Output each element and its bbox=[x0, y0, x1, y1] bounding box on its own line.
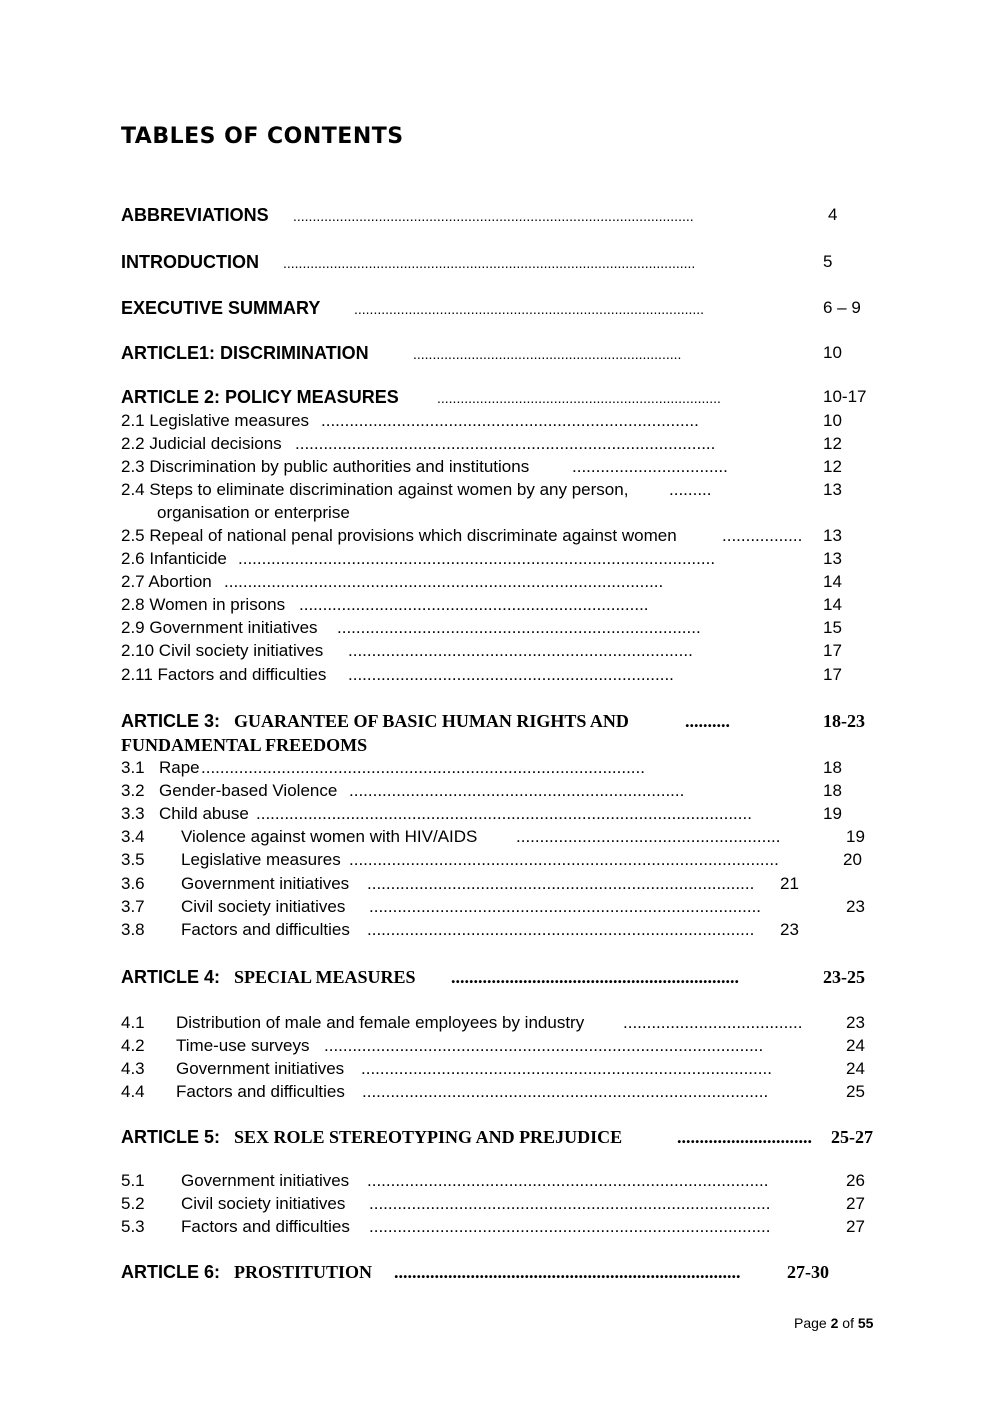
toc-page-number: 20 bbox=[843, 850, 862, 869]
toc-subentry[interactable] bbox=[121, 572, 881, 596]
toc-page-number: 27 bbox=[846, 1194, 865, 1213]
toc-entry-label: Violence against women with HIV/AIDS bbox=[181, 827, 478, 846]
toc-leader-dots: .......... bbox=[685, 711, 730, 731]
toc-entry-introduction[interactable] bbox=[121, 252, 881, 276]
toc-entry-label: 2.3 Discrimination by public authorities and institutions bbox=[121, 457, 530, 476]
toc-entry-number: 5.3 bbox=[121, 1217, 145, 1236]
toc-entry-number: 4.1 bbox=[121, 1013, 145, 1032]
toc-page-number: 18 bbox=[823, 781, 842, 800]
toc-page-number: 23-25 bbox=[823, 967, 865, 987]
toc-page-number: 17 bbox=[823, 641, 842, 660]
toc-leader-dots: ................. bbox=[722, 526, 803, 545]
toc-page-number: 23 bbox=[780, 920, 799, 939]
toc-entry-label: 2.8 Women in prisons bbox=[121, 595, 286, 614]
toc-entry-label: ARTICLE 3: bbox=[121, 711, 220, 731]
toc-leader-dots: ...................................................................................... bbox=[362, 1082, 769, 1101]
toc-entry-number: 5.2 bbox=[121, 1194, 145, 1213]
toc-entry-number: 5.1 bbox=[121, 1171, 145, 1190]
toc-page-number: 19 bbox=[846, 827, 865, 846]
toc-leader-dots: ....................................................................... bbox=[349, 781, 685, 800]
toc-subentry[interactable] bbox=[121, 1194, 881, 1218]
toc-leader-dots: .................................................................................. bbox=[367, 874, 755, 893]
toc-subentry[interactable] bbox=[121, 595, 881, 619]
toc-entry-label: Factors and difficulties bbox=[176, 1082, 345, 1101]
toc-entry-label: 2.7 Abortion bbox=[121, 572, 212, 591]
toc-leader-dots: ............................................................................................. bbox=[224, 572, 664, 591]
toc-entry-number: 4.2 bbox=[121, 1036, 145, 1055]
footer-current-page: 2 bbox=[830, 1315, 839, 1331]
toc-page-number: 25-27 bbox=[831, 1127, 873, 1147]
toc-page-number: 21 bbox=[780, 874, 799, 893]
footer-of: of bbox=[838, 1315, 858, 1331]
toc-subentry[interactable] bbox=[121, 804, 881, 828]
toc-leader-dots: .............................. bbox=[677, 1127, 812, 1147]
toc-entry-label: Gender-based Violence bbox=[159, 781, 338, 800]
toc-page-number: 10-17 bbox=[823, 387, 867, 406]
toc-subentry[interactable] bbox=[121, 897, 881, 921]
toc-leader-dots: ........................................................................................... bbox=[349, 850, 779, 869]
toc-entry-label: Legislative measures bbox=[181, 850, 341, 869]
toc-entry-article-2[interactable] bbox=[121, 387, 881, 411]
toc-entry-label: 2.9 Government initiatives bbox=[121, 618, 318, 637]
toc-entry-number: 3.1 bbox=[121, 758, 145, 777]
toc-entry-article-6[interactable] bbox=[121, 1262, 881, 1286]
toc-entry-label: 2.2 Judicial decisions bbox=[121, 434, 282, 453]
toc-entry-label: 2.1 Legislative measures bbox=[121, 411, 310, 430]
toc-leader-dots: ..................................................................... bbox=[413, 346, 682, 362]
toc-leader-dots: ..................................................................... bbox=[348, 665, 674, 684]
toc-entry-article-3[interactable] bbox=[121, 711, 881, 735]
toc-leader-dots: ........................................................ bbox=[516, 827, 781, 846]
toc-leader-dots: ...................................... bbox=[623, 1013, 803, 1032]
page-title: TABLES OF CONTENTS bbox=[121, 124, 404, 149]
toc-entry-label: ARTICLE 4: bbox=[121, 967, 220, 987]
toc-subentry[interactable] bbox=[121, 1059, 881, 1083]
toc-leader-dots: ..................................................................................................... bbox=[238, 549, 716, 568]
toc-leader-dots: ....................................................................................... bbox=[361, 1059, 772, 1078]
toc-entry-article-1[interactable] bbox=[121, 343, 881, 367]
toc-leader-dots: .................................................................................. bbox=[367, 920, 755, 939]
toc-entry-number: 3.4 bbox=[121, 827, 145, 846]
toc-page-number: 12 bbox=[823, 457, 842, 476]
toc-subentry[interactable] bbox=[121, 850, 881, 874]
toc-entry-number: 3.3 bbox=[121, 804, 145, 823]
toc-page-number: 17 bbox=[823, 665, 842, 684]
toc-subentry[interactable] bbox=[121, 1036, 881, 1060]
toc-entry-label: 2.11 Factors and difficulties bbox=[121, 665, 327, 684]
footer-prefix: Page bbox=[794, 1315, 831, 1331]
toc-page-number: 19 bbox=[823, 804, 842, 823]
toc-subentry[interactable] bbox=[121, 874, 881, 898]
toc-subentry[interactable] bbox=[121, 411, 881, 435]
toc-leader-dots: ....................................................................................................... bbox=[293, 208, 694, 224]
toc-entry-title: SEX ROLE STEREOTYPING AND PREJUDICE bbox=[234, 1127, 623, 1147]
toc-page-number: 18 bbox=[823, 758, 842, 777]
toc-entry-label: Government initiatives bbox=[181, 874, 350, 893]
toc-entry-number: 3.8 bbox=[121, 920, 145, 939]
toc-subentry[interactable] bbox=[121, 758, 881, 782]
toc-entry-label: 2.4 Steps to eliminate discrimination against women by any person, bbox=[121, 480, 629, 499]
toc-entry-label: Distribution of male and female employees by industry bbox=[176, 1013, 585, 1032]
toc-leader-dots: ..................................................................................... bbox=[367, 1171, 769, 1190]
toc-entry-number: 3.6 bbox=[121, 874, 145, 893]
toc-subentry[interactable] bbox=[121, 526, 881, 550]
toc-page-number: 18-23 bbox=[823, 711, 865, 731]
toc-entry-label: Rape bbox=[159, 758, 200, 777]
toc-entry-executive-summary[interactable] bbox=[121, 298, 881, 322]
toc-subentry[interactable] bbox=[121, 618, 881, 642]
toc-page-number: 13 bbox=[823, 549, 842, 568]
toc-subentry[interactable] bbox=[121, 1217, 881, 1241]
toc-entry-label: ARTICLE 5: bbox=[121, 1127, 220, 1147]
toc-leader-dots: ............................................................................. bbox=[394, 1262, 741, 1282]
toc-entry-label: Civil society initiatives bbox=[181, 897, 346, 916]
toc-page-number: 24 bbox=[846, 1036, 865, 1055]
toc-subentry[interactable] bbox=[121, 1082, 881, 1106]
toc-entry-number: 4.4 bbox=[121, 1082, 145, 1101]
page-footer bbox=[794, 1315, 873, 1331]
toc-leader-dots: ......................................................................................................... bbox=[256, 804, 752, 823]
toc-page-number: 27 bbox=[846, 1217, 865, 1236]
toc-page-number: 4 bbox=[828, 205, 838, 224]
toc-entry-continuation bbox=[121, 735, 881, 759]
toc-page-number: 6 – 9 bbox=[823, 298, 861, 317]
toc-leader-dots: .......................................................................... bbox=[299, 595, 649, 614]
toc-leader-dots: ......................................................................... bbox=[348, 641, 693, 660]
toc-page-number: 14 bbox=[823, 572, 842, 591]
toc-subentry[interactable] bbox=[121, 665, 881, 689]
toc-leader-dots: ............................................................................................. bbox=[324, 1036, 764, 1055]
toc-page-number: 12 bbox=[823, 434, 842, 453]
toc-entry-label: Factors and difficulties bbox=[181, 1217, 350, 1236]
toc-entry-article-4[interactable] bbox=[121, 967, 881, 991]
toc-entry-title: GUARANTEE OF BASIC HUMAN RIGHTS AND bbox=[234, 711, 629, 731]
toc-leader-dots: ............................................................................. bbox=[337, 618, 701, 637]
toc-page-number: 10 bbox=[823, 411, 842, 430]
toc-page-number: 5 bbox=[823, 252, 833, 271]
toc-page-number: 26 bbox=[846, 1171, 865, 1190]
toc-subentry[interactable] bbox=[121, 434, 881, 458]
toc-subentry[interactable] bbox=[121, 920, 881, 944]
toc-entry-label: Government initiatives bbox=[181, 1171, 350, 1190]
toc-entry-label: organisation or enterprise bbox=[157, 503, 350, 522]
toc-entry-label: EXECUTIVE SUMMARY bbox=[121, 298, 321, 318]
toc-entry-number: 3.5 bbox=[121, 850, 145, 869]
toc-page-number: 23 bbox=[846, 897, 865, 916]
toc-leader-dots: ......................................................................... bbox=[437, 390, 721, 406]
toc-entry-label: ABBREVIATIONS bbox=[121, 205, 269, 225]
toc-entry-label: ARTICLE1: DISCRIMINATION bbox=[121, 343, 369, 363]
toc-entry-title: SPECIAL MEASURES bbox=[234, 967, 416, 987]
toc-subentry[interactable] bbox=[121, 1013, 881, 1037]
toc-entry-label: 2.6 Infanticide bbox=[121, 549, 227, 568]
toc-leader-dots: ................................................................................... bbox=[369, 897, 762, 916]
toc-entry-number: 4.3 bbox=[121, 1059, 145, 1078]
toc-entry-label: Government initiatives bbox=[176, 1059, 345, 1078]
toc-leader-dots: ................................................................................ bbox=[321, 411, 699, 430]
toc-leader-dots: ..................................................................................... bbox=[369, 1217, 771, 1236]
toc-page-number: 10 bbox=[823, 343, 842, 362]
toc-entry-label: 2.10 Civil society initiatives bbox=[121, 641, 324, 660]
toc-subentry[interactable] bbox=[121, 1171, 881, 1195]
toc-subentry[interactable] bbox=[121, 827, 881, 851]
toc-subentry-continuation bbox=[121, 503, 881, 527]
toc-leader-dots: ................................. bbox=[572, 457, 728, 476]
toc-entry-title: PROSTITUTION bbox=[234, 1262, 373, 1282]
toc-subentry[interactable] bbox=[121, 480, 881, 504]
toc-page-number: 25 bbox=[846, 1082, 865, 1101]
toc-page-number: 27-30 bbox=[787, 1262, 829, 1282]
toc-leader-dots: ..................................................................................... bbox=[369, 1194, 771, 1213]
toc-entry-label: ARTICLE 6: bbox=[121, 1262, 220, 1282]
toc-subentry[interactable] bbox=[121, 457, 881, 481]
toc-entry-abbreviations[interactable] bbox=[121, 205, 881, 229]
toc-leader-dots: ................................................................ bbox=[451, 967, 739, 987]
toc-leader-dots: ......... bbox=[669, 480, 712, 499]
toc-entry-label: Time-use surveys bbox=[176, 1036, 310, 1055]
toc-entry-label: Civil society initiatives bbox=[181, 1194, 346, 1213]
toc-entry-title: FUNDAMENTAL FREEDOMS bbox=[121, 735, 368, 755]
toc-leader-dots: .......................................................................................... bbox=[354, 301, 705, 317]
toc-entry-label: Factors and difficulties bbox=[181, 920, 350, 939]
toc-entry-label: 2.5 Repeal of national penal provisions which discriminate against women bbox=[121, 526, 677, 545]
toc-page-number: 13 bbox=[823, 526, 842, 545]
toc-page-number: 23 bbox=[846, 1013, 865, 1032]
toc-entry-label: Child abuse bbox=[159, 804, 249, 823]
toc-page-number: 13 bbox=[823, 480, 842, 499]
toc-leader-dots: ......................................................................................... bbox=[295, 434, 716, 453]
toc-entry-number: 3.2 bbox=[121, 781, 145, 800]
toc-leader-dots: .......................................................................................................... bbox=[283, 255, 696, 271]
toc-page-number: 24 bbox=[846, 1059, 865, 1078]
toc-subentry[interactable] bbox=[121, 641, 881, 665]
toc-page-number: 14 bbox=[823, 595, 842, 614]
toc-entry-number: 3.7 bbox=[121, 897, 145, 916]
footer-total-pages: 55 bbox=[857, 1315, 874, 1331]
toc-entry-article-5[interactable] bbox=[121, 1127, 881, 1151]
toc-subentry[interactable] bbox=[121, 781, 881, 805]
toc-entry-label: ARTICLE 2: POLICY MEASURES bbox=[121, 387, 399, 407]
toc-page-number: 15 bbox=[823, 618, 842, 637]
toc-subentry[interactable] bbox=[121, 549, 881, 573]
toc-leader-dots: .............................................................................................. bbox=[201, 758, 645, 777]
toc-entry-label: INTRODUCTION bbox=[121, 252, 259, 272]
